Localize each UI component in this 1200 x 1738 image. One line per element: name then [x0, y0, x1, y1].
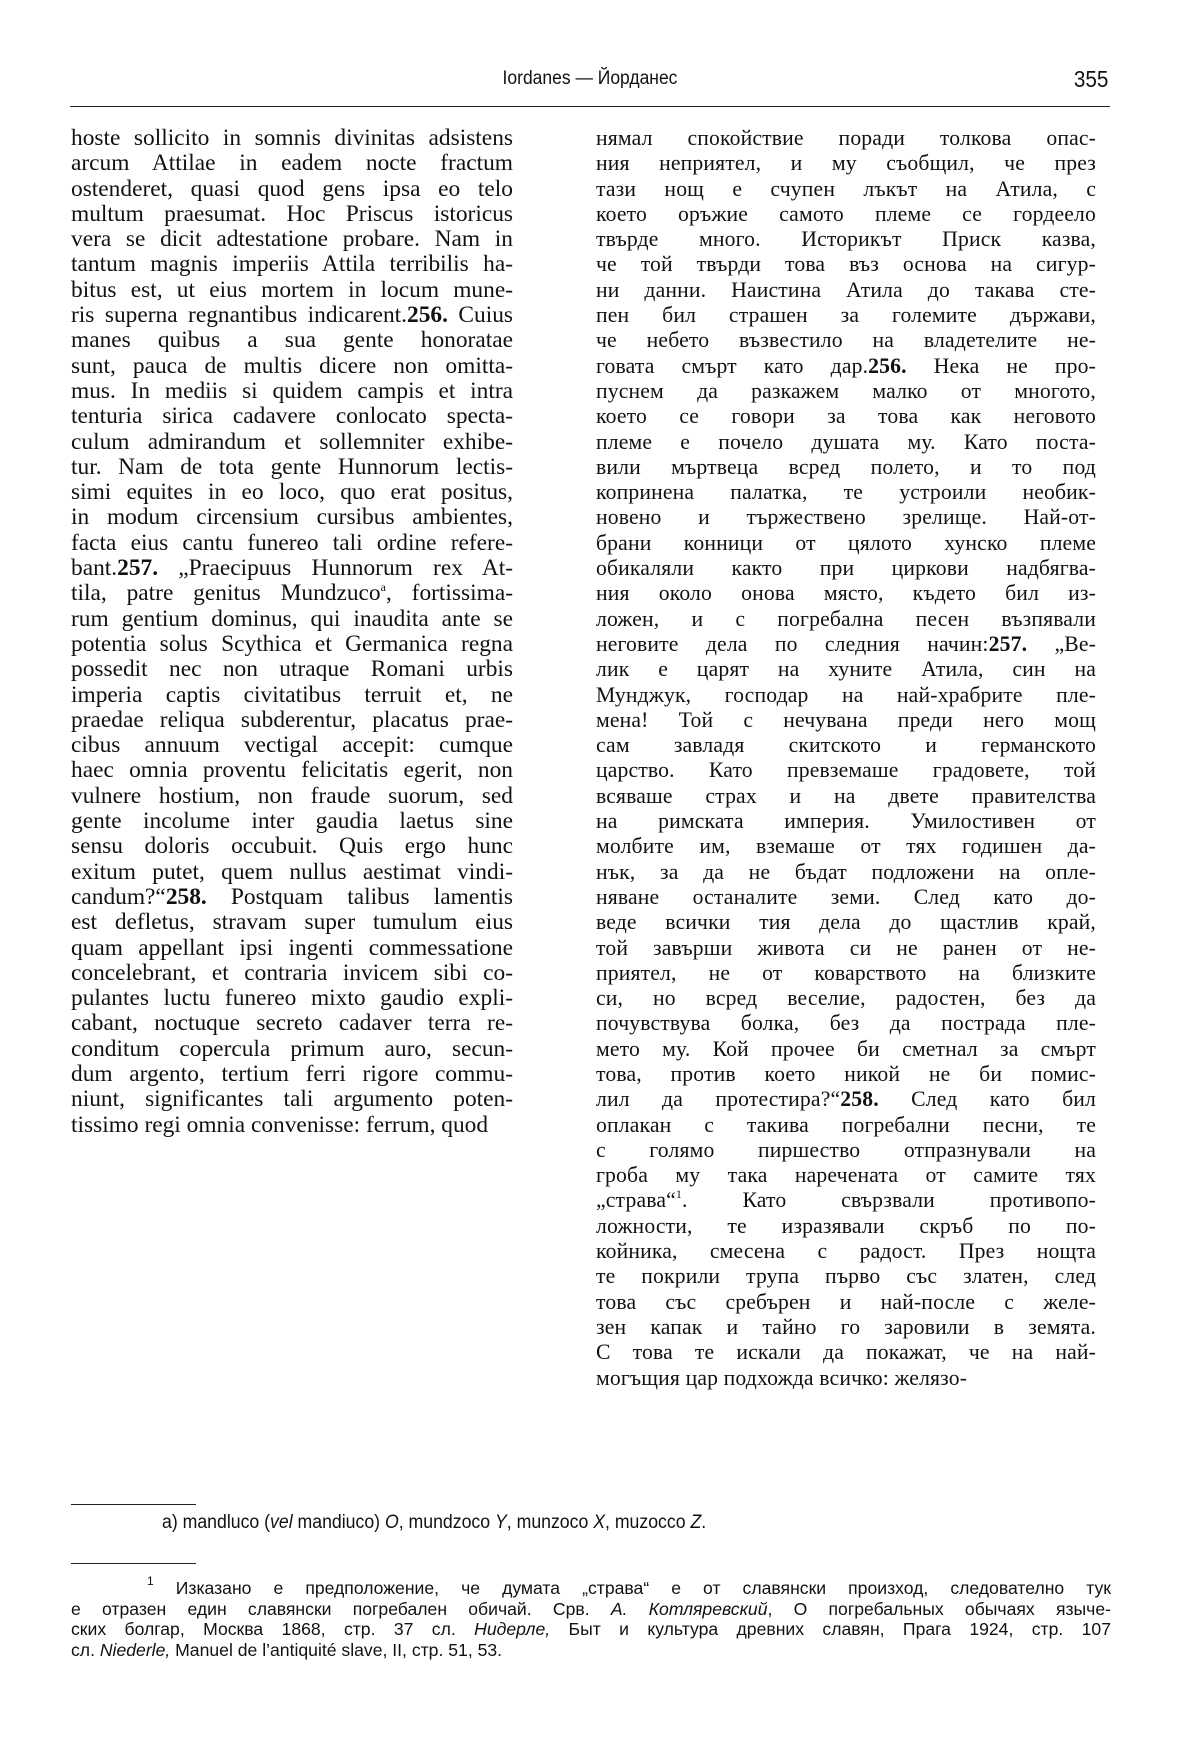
- line-text: . Като свързвали противопо-: [682, 1188, 1096, 1213]
- text-line: [596, 809, 1096, 834]
- line-text: копринена палатка, те устроили необик-: [596, 480, 1096, 505]
- text-line: [596, 455, 1096, 480]
- line-text: приятел, не от коварството на близките: [596, 960, 1096, 985]
- bulgarian-column: [596, 126, 1096, 1391]
- line-text: tenturia sirica cadavere conlocato specta-: [71, 403, 513, 430]
- text-line: [596, 1113, 1096, 1138]
- footnote-a: [162, 1512, 706, 1534]
- line-text: което оръжие самото племе се гордеело: [596, 201, 1096, 226]
- text-line: [596, 480, 1096, 505]
- line-text: rum gentium dominus, qui inaudita ante se: [71, 605, 513, 632]
- text-line: [71, 1087, 513, 1112]
- line-text: gente incolume inter gaudia laetus sine: [71, 808, 513, 835]
- line-text: manes quibus a sua gente honoratae: [71, 327, 513, 354]
- text-line: [71, 227, 513, 252]
- text-line: [596, 632, 1096, 657]
- text-line: [71, 784, 513, 809]
- text-line: [71, 986, 513, 1011]
- footnote-text: сл.: [71, 1639, 100, 1660]
- text-line: [596, 1163, 1096, 1188]
- manuscript-siglum: Z: [690, 1512, 702, 1533]
- line-text: вили мъртвеца всред полето, и то под: [596, 454, 1096, 479]
- line-text: племе е почело душата му. Като поста-: [596, 429, 1096, 454]
- footnote-rule-a: [71, 1504, 196, 1505]
- text-line: [71, 379, 513, 404]
- line-text: arcum Attilae in eadem nocte fractum: [71, 150, 513, 177]
- line-text: това, против което никой не би помис-: [596, 1061, 1096, 1086]
- footnote-text: , О погребальных обычаях языче-: [767, 1598, 1111, 1619]
- line-text: неговите дела по следния начин:: [596, 631, 989, 656]
- page-number: 355: [1073, 66, 1108, 92]
- line-text: exitum putet, quem nullus aestimat vindi-: [71, 858, 513, 885]
- line-text: tur. Nam de tota gente Hunnorum lectis-: [71, 453, 513, 480]
- line-text: царство. Като превземаше градовете, той: [596, 758, 1096, 783]
- text-line: [596, 1138, 1096, 1163]
- text-line: [596, 227, 1096, 252]
- text-line: [596, 1087, 1096, 1112]
- text-line: [71, 252, 513, 277]
- footnote-text: , munzoco: [506, 1512, 594, 1533]
- text-line: [596, 1315, 1096, 1340]
- text-line: [596, 885, 1096, 910]
- footnote-1: [71, 1574, 1111, 1660]
- footnote-text: .: [701, 1512, 707, 1533]
- text-line: [596, 328, 1096, 353]
- line-text: те покрили трупа първо със златен, след: [596, 1264, 1096, 1289]
- line-text: мена! Той с нечувана преди него мощ: [596, 707, 1096, 732]
- text-line: [71, 683, 513, 708]
- line-text: пен бил страшен за големите държави,: [596, 303, 1096, 328]
- manuscript-siglum: X: [593, 1512, 606, 1533]
- line-text: est defletus, stravam super tumulum eius: [71, 909, 513, 936]
- text-line: [596, 936, 1096, 961]
- page-header: [70, 62, 1110, 96]
- footnote-line: [71, 1640, 1111, 1661]
- line-text: нямал спокойствие поради толкова опас-: [596, 126, 1096, 150]
- text-line: [596, 379, 1096, 404]
- text-line: [596, 657, 1096, 682]
- footnote-rule-1: [71, 1563, 196, 1564]
- text-line: [596, 151, 1096, 176]
- text-line: [71, 151, 513, 176]
- text-line: [71, 430, 513, 455]
- line-text: твърде много. Историкът Приск казва,: [596, 227, 1096, 252]
- line-text: tantum magnis imperiis Attila terribilis ha-: [71, 251, 513, 278]
- line-text: Нека не про-: [906, 353, 1096, 378]
- footnote-text: vel: [270, 1512, 293, 1533]
- line-text: haec omnia proventu felicitatis egerit, non: [71, 757, 513, 784]
- line-text: ложен, и с погребална песен възпявали: [596, 606, 1096, 631]
- line-text: vulnere hostium, non fraude suorum, sed: [71, 782, 513, 809]
- text-line: [71, 1011, 513, 1036]
- section-number: 258.: [840, 1087, 879, 1112]
- text-line: [71, 177, 513, 202]
- line-text: culum admirandum et sollemniter exhibe-: [71, 428, 513, 455]
- text-line: [71, 531, 513, 556]
- text-line: [71, 581, 513, 606]
- line-text: обикаляли както при циркови надбягва-: [596, 556, 1096, 581]
- line-text: оплакан с такива погребални песни, те: [596, 1112, 1096, 1137]
- line-text: мето му. Кой прочее би сметнал за смърт: [596, 1036, 1096, 1061]
- line-text: tissimo regi omnia convenisse: ferrum, quod: [71, 1111, 489, 1138]
- text-line: [596, 1062, 1096, 1087]
- footnote-line: [71, 1574, 1111, 1599]
- line-text: bitus est, ut eius mortem in locum mune-: [71, 276, 513, 303]
- line-text: на римската империя. Умилостивен от: [596, 809, 1096, 834]
- text-line: [71, 354, 513, 379]
- text-line: [71, 455, 513, 480]
- line-text: bant.: [71, 555, 118, 582]
- footnote-text: , mundzoco: [398, 1512, 495, 1533]
- line-text: simi equites in eo loco, quo erat positus,: [71, 479, 513, 506]
- line-text: candum?“: [71, 883, 166, 910]
- line-text: ris superna regnantibus indicarent.: [71, 302, 407, 329]
- text-line: [596, 758, 1096, 783]
- line-text: Мунджук, господар на най-храбрите пле-: [596, 682, 1096, 707]
- line-text: Postquam talibus lamentis: [206, 883, 513, 910]
- text-line: [596, 278, 1096, 303]
- text-line: [596, 1011, 1096, 1036]
- header-rule: [70, 106, 1110, 107]
- text-line: [596, 784, 1096, 809]
- text-line: [71, 1062, 513, 1087]
- note-marker: a: [380, 580, 386, 595]
- text-line: [596, 1264, 1096, 1289]
- line-text: potentia solus Scythica et Germanica regna: [71, 630, 513, 657]
- line-text: веде всички тия дела до щастлив край,: [596, 910, 1096, 935]
- text-line: [596, 733, 1096, 758]
- author-name: Niederle,: [99, 1639, 171, 1660]
- text-line: [71, 556, 513, 581]
- text-line: [596, 1239, 1096, 1264]
- footnote-line: [71, 1599, 1111, 1620]
- text-line: [596, 202, 1096, 227]
- line-text: multum praesumat. Hoc Priscus istoricus: [71, 200, 513, 227]
- line-text: пуснем да разкажем малко от многото,: [596, 378, 1096, 403]
- line-text: ни данни. Наистина Атила до такава сте-: [596, 277, 1096, 302]
- text-line: [71, 126, 513, 151]
- text-line: [71, 328, 513, 353]
- line-text: всяваше страх и на двете правителства: [596, 783, 1096, 808]
- text-line: [71, 1113, 513, 1138]
- text-line: [596, 126, 1096, 151]
- line-text: cabant, noctuque secreto cadaver terra re-: [71, 1010, 513, 1037]
- text-line: [596, 354, 1096, 379]
- text-line: [71, 961, 513, 986]
- text-line: [596, 607, 1096, 632]
- text-line: [71, 1037, 513, 1062]
- line-text: няване останалите земи. След като до-: [596, 884, 1096, 909]
- footnote-text: Быт и культура древних славян, Прага 1924, стр. 107: [550, 1619, 1111, 1639]
- line-text: това със сребърен и най-после с желе-: [596, 1289, 1096, 1314]
- line-text: брани конници от цялото хунско племе: [596, 530, 1096, 555]
- text-line: [71, 733, 513, 758]
- running-title: Iordanes — Йорданес: [502, 68, 678, 89]
- line-text: сам завладя скитското и германското: [596, 733, 1096, 758]
- line-text: ostenderet, quasi quod gens ipsa eo telo: [71, 175, 513, 202]
- line-text: facta eius cantu funereo tali ordine refere-: [71, 529, 513, 556]
- line-text: „Praecipuus Hunnorum rex At-: [158, 555, 513, 582]
- line-text: гроба му така наречената от самите тях: [596, 1163, 1096, 1188]
- footnote-marker: 1: [147, 1574, 154, 1588]
- text-line: [596, 556, 1096, 581]
- author-name: А. Котляревский: [610, 1598, 768, 1619]
- line-text: молбите им, вземаше от тях годишен да-: [596, 834, 1096, 859]
- text-line: [71, 657, 513, 682]
- footnote-text: Manuel de l’antiquité slave, II, стр. 51, 53.: [170, 1639, 503, 1660]
- line-text: почувствува болка, без да пострада пле-: [596, 1011, 1096, 1036]
- author-name: Нидерле,: [474, 1619, 551, 1639]
- line-text: лик е царят на хуните Атила, син на: [596, 657, 1096, 682]
- section-number: 257.: [117, 555, 159, 582]
- text-line: [596, 505, 1096, 530]
- line-text: sunt, pauca de multis dicere non omitta-: [71, 352, 513, 379]
- text-line: [596, 1188, 1096, 1213]
- text-line: [71, 860, 513, 885]
- text-line: [71, 404, 513, 429]
- text-line: [596, 1037, 1096, 1062]
- text-line: [596, 404, 1096, 429]
- line-text: „Ве-: [1027, 631, 1096, 656]
- line-text: тази нощ е счупен лъкът на Атила, с: [596, 176, 1096, 201]
- footnote-text: , muzocco: [605, 1512, 691, 1533]
- line-text: че той твърди това въз основа на сигур-: [596, 252, 1096, 277]
- footnote-a-marker: a): [162, 1512, 178, 1533]
- line-text: , fortissima-: [385, 580, 513, 607]
- footnote-text: Изказано е предположение, че думата „страва“ е от славянски произход, следователно тук: [153, 1578, 1111, 1598]
- text-line: [71, 885, 513, 910]
- line-text: ложности, те изразявали скръб по по-: [596, 1213, 1096, 1238]
- text-line: [596, 961, 1096, 986]
- section-number: 257.: [988, 631, 1028, 656]
- line-text: imperia captis civitatibus terruit et, ne: [71, 681, 513, 708]
- section-number: 256.: [868, 353, 907, 378]
- section-number: 258.: [165, 883, 207, 910]
- line-text: „страва“: [596, 1188, 676, 1213]
- footnote-line: [71, 1619, 1111, 1640]
- text-line: [596, 860, 1096, 885]
- line-text: той завърши живота си не ранен от не-: [596, 935, 1096, 960]
- text-line: [596, 1214, 1096, 1239]
- text-line: [71, 936, 513, 961]
- text-line: [71, 632, 513, 657]
- footnote-text: е отразен един славянски погребален обичай. Срв.: [71, 1598, 611, 1619]
- text-line: [596, 1290, 1096, 1315]
- text-line: [596, 1366, 1096, 1391]
- text-line: [71, 708, 513, 733]
- line-text: mus. In mediis si quidem campis et intra: [71, 377, 513, 404]
- line-text: niunt, significantes tali argumento poten-: [71, 1086, 513, 1113]
- line-text: Cuius: [447, 302, 513, 329]
- text-line: [71, 834, 513, 859]
- line-text: dum argento, tertium ferri rigore commu-: [71, 1060, 513, 1087]
- line-text: с голямо пиршество отпразнували на: [596, 1137, 1096, 1162]
- text-line: [596, 252, 1096, 277]
- line-text: нък, за да не бъдат подложени на опле-: [596, 859, 1096, 884]
- text-line: [71, 910, 513, 935]
- line-text: могъщия цар подхожда всичко: желязо-: [596, 1365, 968, 1390]
- line-text: concelebrant, et contraria invicem sibi co-: [71, 959, 513, 986]
- line-text: лил да протестира?“: [596, 1087, 841, 1112]
- line-text: hoste sollicito in somnis divinitas adsistens: [71, 125, 513, 151]
- line-text: pulantes luctu funereo mixto gaudio expli-: [71, 985, 513, 1012]
- footnote-text: ских болгар, Москва 1868, стр. 37 сл.: [71, 1619, 475, 1639]
- text-line: [71, 278, 513, 303]
- line-text: conditum copercula primum auro, secun-: [71, 1035, 513, 1062]
- text-line: [596, 986, 1096, 1011]
- text-line: [596, 531, 1096, 556]
- footnote-text: mandluco (: [177, 1512, 271, 1533]
- text-line: [71, 202, 513, 227]
- line-text: След като бил: [878, 1087, 1096, 1112]
- text-line: [596, 303, 1096, 328]
- text-line: [596, 177, 1096, 202]
- footnote-text: mandiuco): [292, 1512, 385, 1533]
- text-line: [596, 1340, 1096, 1365]
- line-text: си, но всред веселие, радостен, без да: [596, 986, 1096, 1011]
- text-line: [71, 809, 513, 834]
- manuscript-siglum: Y: [494, 1512, 507, 1533]
- text-line: [596, 430, 1096, 455]
- line-text: sensu doloris occubuit. Quis ergo hunc: [71, 833, 513, 860]
- text-line: [71, 303, 513, 328]
- section-number: 256.: [407, 302, 448, 329]
- text-line: [71, 505, 513, 530]
- line-text: cibus annuum vectigal accepit: cumque: [71, 732, 513, 759]
- text-line: [596, 581, 1096, 606]
- line-text: ния около онова място, където бил из-: [596, 581, 1096, 606]
- line-text: новено и тържествено зрелище. Най-от-: [596, 505, 1096, 530]
- line-text: койника, смесена с радост. През нощта: [596, 1239, 1096, 1264]
- text-line: [71, 607, 513, 632]
- line-text: quam appellant ipsi ingenti commessatione: [71, 934, 513, 961]
- latin-column: [71, 126, 513, 1138]
- text-line: [596, 910, 1096, 935]
- text-line: [596, 683, 1096, 708]
- line-text: С това те искали да покажат, че на най-: [596, 1340, 1096, 1365]
- line-text: praedae reliqua subderentur, placatus prae-: [71, 706, 513, 733]
- text-line: [596, 708, 1096, 733]
- text-line: [596, 834, 1096, 859]
- line-text: което се говори за това как неговото: [596, 404, 1096, 429]
- line-text: possedit nec non utraque Romani urbis: [71, 656, 513, 683]
- line-text: говата смърт като дар.: [596, 353, 869, 378]
- line-text: tila, patre genitus Mundzuco: [71, 580, 381, 607]
- manuscript-siglum: O: [384, 1512, 399, 1533]
- text-line: [71, 758, 513, 783]
- line-text: in modum circensium cursibus ambientes,: [71, 504, 513, 531]
- line-text: ния неприятел, и му съобщил, че през: [596, 151, 1096, 176]
- note-marker: 1: [675, 1187, 683, 1202]
- line-text: че небето възвестило на владетелите не-: [596, 328, 1096, 353]
- line-text: зен капак и тайно го заровили в земята.: [596, 1314, 1096, 1339]
- line-text: vera se dicit adtestatione probare. Nam in: [71, 226, 513, 253]
- text-line: [71, 480, 513, 505]
